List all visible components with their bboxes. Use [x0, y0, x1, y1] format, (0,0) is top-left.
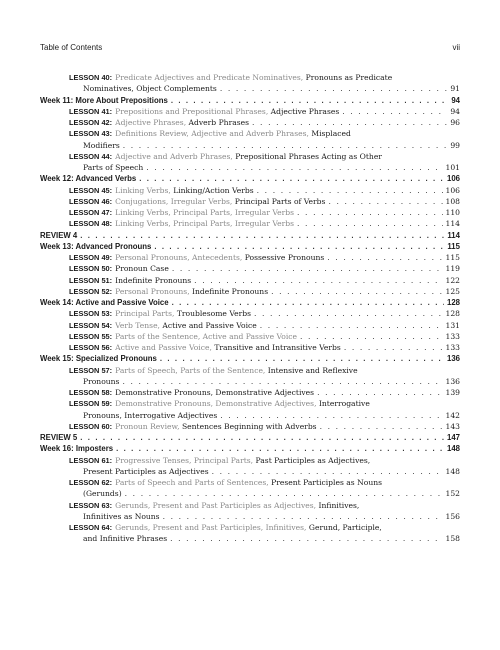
review-topics: Principal Parts, [115, 309, 175, 319]
running-head [40, 43, 460, 52]
toc-lesson-entry [40, 275, 460, 286]
toc-lesson-entry [40, 421, 460, 432]
toc-lesson-entry [40, 151, 460, 162]
toc-lesson-entry [40, 72, 460, 83]
review-topics: Conjugations, Irregular Verbs, [115, 196, 233, 206]
toc-lesson-entry [40, 263, 460, 274]
page-number: 131 [445, 320, 460, 330]
toc-lesson-entry [40, 365, 460, 376]
dot-leader [163, 511, 443, 522]
page-number: 101 [445, 163, 460, 172]
toc-lesson-entry [40, 342, 460, 353]
new-topic: Demonstrative Pronouns, Demonstrative Adjectives [115, 388, 315, 397]
new-topic: Indefinite Pronouns [115, 275, 192, 285]
toc-lesson-entry [40, 522, 460, 533]
new-topic: Infinitives, [318, 500, 360, 510]
review-topics: Linking Verbs, [115, 185, 171, 195]
review-topics: Parts of Speech, Parts of the Sentence, [115, 365, 266, 375]
page-number: 136 [445, 376, 460, 386]
toc-lesson-entry [40, 117, 460, 128]
continued-title: Infinitives as Nouns [83, 511, 160, 521]
page-number: 128 [445, 309, 460, 319]
toc-entry-continuation [40, 511, 460, 522]
toc-entry-continuation [40, 140, 460, 151]
new-topic: Intensive and Reflexive [267, 365, 358, 375]
new-topic: Indefinite Pronouns [192, 286, 269, 296]
new-topic: Adverb Phrases [188, 118, 250, 127]
toc-entry-continuation [40, 466, 460, 477]
dot-leader [194, 275, 442, 286]
toc-entry-continuation [40, 83, 460, 94]
section-title: Week 13: Advanced Pronouns [40, 241, 152, 251]
section-title: Week 11: More About Prepositions [40, 95, 168, 105]
lesson-number: LESSON 62: [69, 478, 113, 487]
page-number: 147 [446, 433, 460, 442]
continued-title: Present Participles as Adjectives [83, 466, 209, 476]
toc-lesson-entry [40, 500, 460, 511]
page-number: 158 [445, 534, 460, 544]
page-number: 122 [445, 275, 460, 285]
new-topic: Gerund, Participle, [308, 523, 382, 532]
lesson-number: LESSON 45: [69, 185, 113, 195]
dot-leader [342, 106, 447, 117]
page-number: 114 [445, 219, 460, 229]
dot-leader [220, 83, 448, 94]
toc-lesson-entry [40, 106, 460, 117]
continued-title: Modifiers [83, 140, 120, 150]
new-topic: Pronoun Case [115, 264, 169, 274]
toc-section-heading [40, 95, 460, 106]
review-topics: Predicate Adjectives and Predicate Nominatives, [115, 73, 304, 82]
dot-leader [297, 207, 442, 218]
review-topics: Adjective Phrases, [115, 118, 187, 127]
lesson-number: LESSON 50: [69, 264, 113, 274]
new-topic: Possessive Pronouns [244, 253, 325, 262]
new-topic: Pronouns as Predicate [305, 73, 393, 82]
lesson-number: LESSON 48: [69, 219, 113, 229]
page-number: 148 [446, 444, 460, 454]
page-number: 94 [451, 95, 460, 105]
toc-lesson-entry [40, 218, 460, 229]
toc-section-heading [40, 241, 460, 252]
new-topic: Active and Passive Voice [162, 320, 257, 330]
toc-lesson-entry [40, 455, 460, 466]
new-topic: Interrogative [318, 399, 370, 409]
dot-leader [328, 196, 442, 207]
review-topics: Demonstrative Pronouns, Demonstrative Adjectives, [115, 399, 317, 409]
section-title: REVIEW 5 [40, 433, 78, 442]
lesson-number: LESSON 46: [69, 196, 113, 206]
lesson-number: LESSON 47: [69, 208, 113, 217]
lesson-number: LESSON 63: [69, 500, 113, 510]
toc-lesson-entry [40, 207, 460, 218]
continued-title: and Infinitive Phrases [83, 534, 168, 544]
dot-leader [320, 421, 443, 432]
page-number: 119 [445, 264, 460, 274]
lesson-number: LESSON 58: [69, 388, 113, 397]
dot-leader [257, 185, 443, 196]
lesson-number: LESSON 64: [69, 523, 113, 532]
page-number: 136 [446, 354, 460, 364]
page-number: 115 [445, 253, 460, 262]
section-title: Week 14: Active and Passive Voice [40, 298, 169, 307]
review-topics: Linking Verbs, Principal Parts, Irregular Verbs [115, 219, 295, 229]
toc-section-heading [40, 173, 460, 184]
dot-leader [80, 230, 444, 241]
page-number: 115 [447, 241, 460, 251]
dot-leader [170, 533, 442, 544]
toc-lesson-entry [40, 331, 460, 342]
review-topics: Verb Tense, [115, 320, 160, 330]
page-number: 128 [446, 298, 460, 307]
continued-title: (Gerunds) [83, 489, 122, 499]
dot-leader [139, 173, 444, 184]
toc-entry-continuation [40, 410, 460, 421]
new-topic: Principal Parts of Verbs [234, 196, 326, 206]
review-topics: Linking Verbs, Principal Parts, Irregular Verbs [115, 208, 295, 217]
lesson-number: LESSON 53: [69, 309, 113, 319]
lesson-number: LESSON 54: [69, 320, 113, 330]
toc-entry-continuation [40, 162, 460, 173]
dot-leader [254, 308, 443, 319]
new-topic: Present Participles as Nouns [271, 478, 383, 487]
toc-lesson-entry [40, 252, 460, 263]
toc-lesson-entry [40, 128, 460, 139]
page-number: 96 [450, 118, 460, 127]
toc-lesson-entry [40, 320, 460, 331]
new-topic: Sentences Beginning with Adverbs [181, 421, 317, 431]
lesson-number: LESSON 44: [69, 151, 113, 161]
dot-leader [172, 297, 444, 308]
toc-section-heading [40, 353, 460, 364]
review-topics: Gerunds, Present and Past Participles as Adjectives, [115, 500, 317, 510]
toc-entry-continuation [40, 533, 460, 544]
dot-leader [300, 331, 442, 342]
continued-title: Parts of Speech [83, 163, 144, 172]
lesson-number: LESSON 40: [69, 73, 113, 82]
toc-section-heading [40, 432, 460, 443]
review-topics: Parts of the Sentence, Active and Passive Voice [115, 331, 298, 341]
new-topic: Transitive and Intransitive Verbs [214, 343, 341, 352]
toc-lesson-entry [40, 308, 460, 319]
review-topics: Pronoun Review, [115, 421, 180, 431]
dot-leader [122, 376, 442, 387]
dot-leader [344, 342, 443, 353]
dot-leader [146, 162, 442, 173]
dot-leader [154, 241, 444, 252]
review-topics: Personal Pronouns, [115, 286, 190, 296]
dot-leader [123, 140, 448, 151]
toc-lesson-entry [40, 477, 460, 488]
page-number: 142 [445, 410, 460, 420]
continued-title: Pronouns [83, 376, 120, 386]
new-topic: Past Participles as Adjectives, [255, 455, 371, 465]
section-title: Week 12: Advanced Verbs [40, 174, 137, 184]
toc-lesson-entry [40, 196, 460, 207]
page-number: 133 [445, 343, 460, 352]
page-number: 106 [445, 185, 460, 195]
dot-leader [297, 218, 442, 229]
section-title: REVIEW 4 [40, 230, 78, 240]
new-topic: Misplaced [311, 129, 351, 139]
dot-leader [160, 353, 444, 364]
dot-leader [212, 466, 443, 477]
lesson-number: LESSON 56: [69, 343, 113, 352]
running-head-section: Table of Contents [40, 43, 103, 52]
toc-section-heading [40, 230, 460, 241]
dot-leader [80, 432, 444, 443]
lesson-number: LESSON 49: [69, 253, 113, 262]
page-folio: vii [452, 43, 460, 52]
review-topics: Progressive Tenses, Principal Parts, [115, 455, 254, 465]
new-topic: Troublesome Verbs [176, 309, 251, 319]
lesson-number: LESSON 51: [69, 275, 113, 285]
dot-leader [171, 95, 449, 106]
toc-entry-continuation [40, 488, 460, 499]
page-number: 133 [445, 331, 460, 341]
page-number: 156 [445, 511, 460, 521]
toc-lesson-entry [40, 387, 460, 398]
dot-leader [172, 263, 443, 274]
continued-title: Pronouns, Interrogative Adjectives [83, 410, 218, 420]
page-number: 106 [446, 174, 460, 184]
page-number: 114 [447, 230, 460, 240]
page-number: 139 [445, 388, 460, 397]
page-number: 94 [450, 106, 460, 116]
dot-leader [260, 320, 443, 331]
dot-leader [317, 387, 442, 398]
lesson-number: LESSON 60: [69, 421, 113, 431]
review-topics: Parts of Speech and Parts of Sentences, [115, 478, 269, 487]
dot-leader [327, 252, 442, 263]
page-number: 125 [445, 286, 460, 296]
table-of-contents [40, 72, 460, 545]
new-topic: Prepositional Phrases Acting as Other [235, 151, 382, 161]
review-topics: Active and Passive Voice, [115, 343, 212, 352]
dot-leader [271, 286, 442, 297]
review-topics: Prepositions and Prepositional Phrases, [115, 106, 269, 116]
lesson-number: LESSON 59: [69, 399, 113, 409]
page-number: 99 [450, 140, 460, 150]
toc-section-heading [40, 297, 460, 308]
toc-lesson-entry [40, 286, 460, 297]
page-number: 108 [445, 196, 460, 206]
section-title: Week 15: Specialized Pronouns [40, 354, 157, 364]
page-number: 148 [445, 466, 460, 476]
page-number: 91 [450, 84, 460, 94]
lesson-number: LESSON 57: [69, 365, 113, 375]
dot-leader [220, 410, 442, 421]
toc-entry-continuation [40, 376, 460, 387]
lesson-number: LESSON 52: [69, 286, 113, 296]
lesson-number: LESSON 43: [69, 129, 113, 139]
dot-leader [116, 443, 444, 454]
new-topic: Linking/Action Verbs [173, 185, 254, 195]
new-topic: Adjective Phrases [270, 106, 340, 116]
page-number: 152 [445, 489, 460, 499]
review-topics: Gerunds, Present and Past Participles, Infinitives, [115, 523, 307, 532]
toc-section-heading [40, 443, 460, 454]
lesson-number: LESSON 61: [69, 455, 113, 465]
lesson-number: LESSON 55: [69, 331, 113, 341]
review-topics: Adjective and Adverb Phrases, [115, 151, 233, 161]
page-number: 110 [445, 208, 460, 217]
lesson-number: LESSON 42: [69, 118, 113, 127]
section-title: Week 16: Imposters [40, 444, 114, 454]
dot-leader [252, 117, 447, 128]
continued-title: Nominatives, Object Complements [83, 84, 217, 94]
dot-leader [125, 488, 443, 499]
review-topics: Personal Pronouns, Antecedents, [115, 253, 243, 262]
lesson-number: LESSON 41: [69, 106, 113, 116]
page-number: 143 [445, 421, 460, 431]
review-topics: Definitions Review, Adjective and Adverb Phrases, [115, 129, 309, 139]
toc-lesson-entry [40, 398, 460, 409]
toc-lesson-entry [40, 185, 460, 196]
